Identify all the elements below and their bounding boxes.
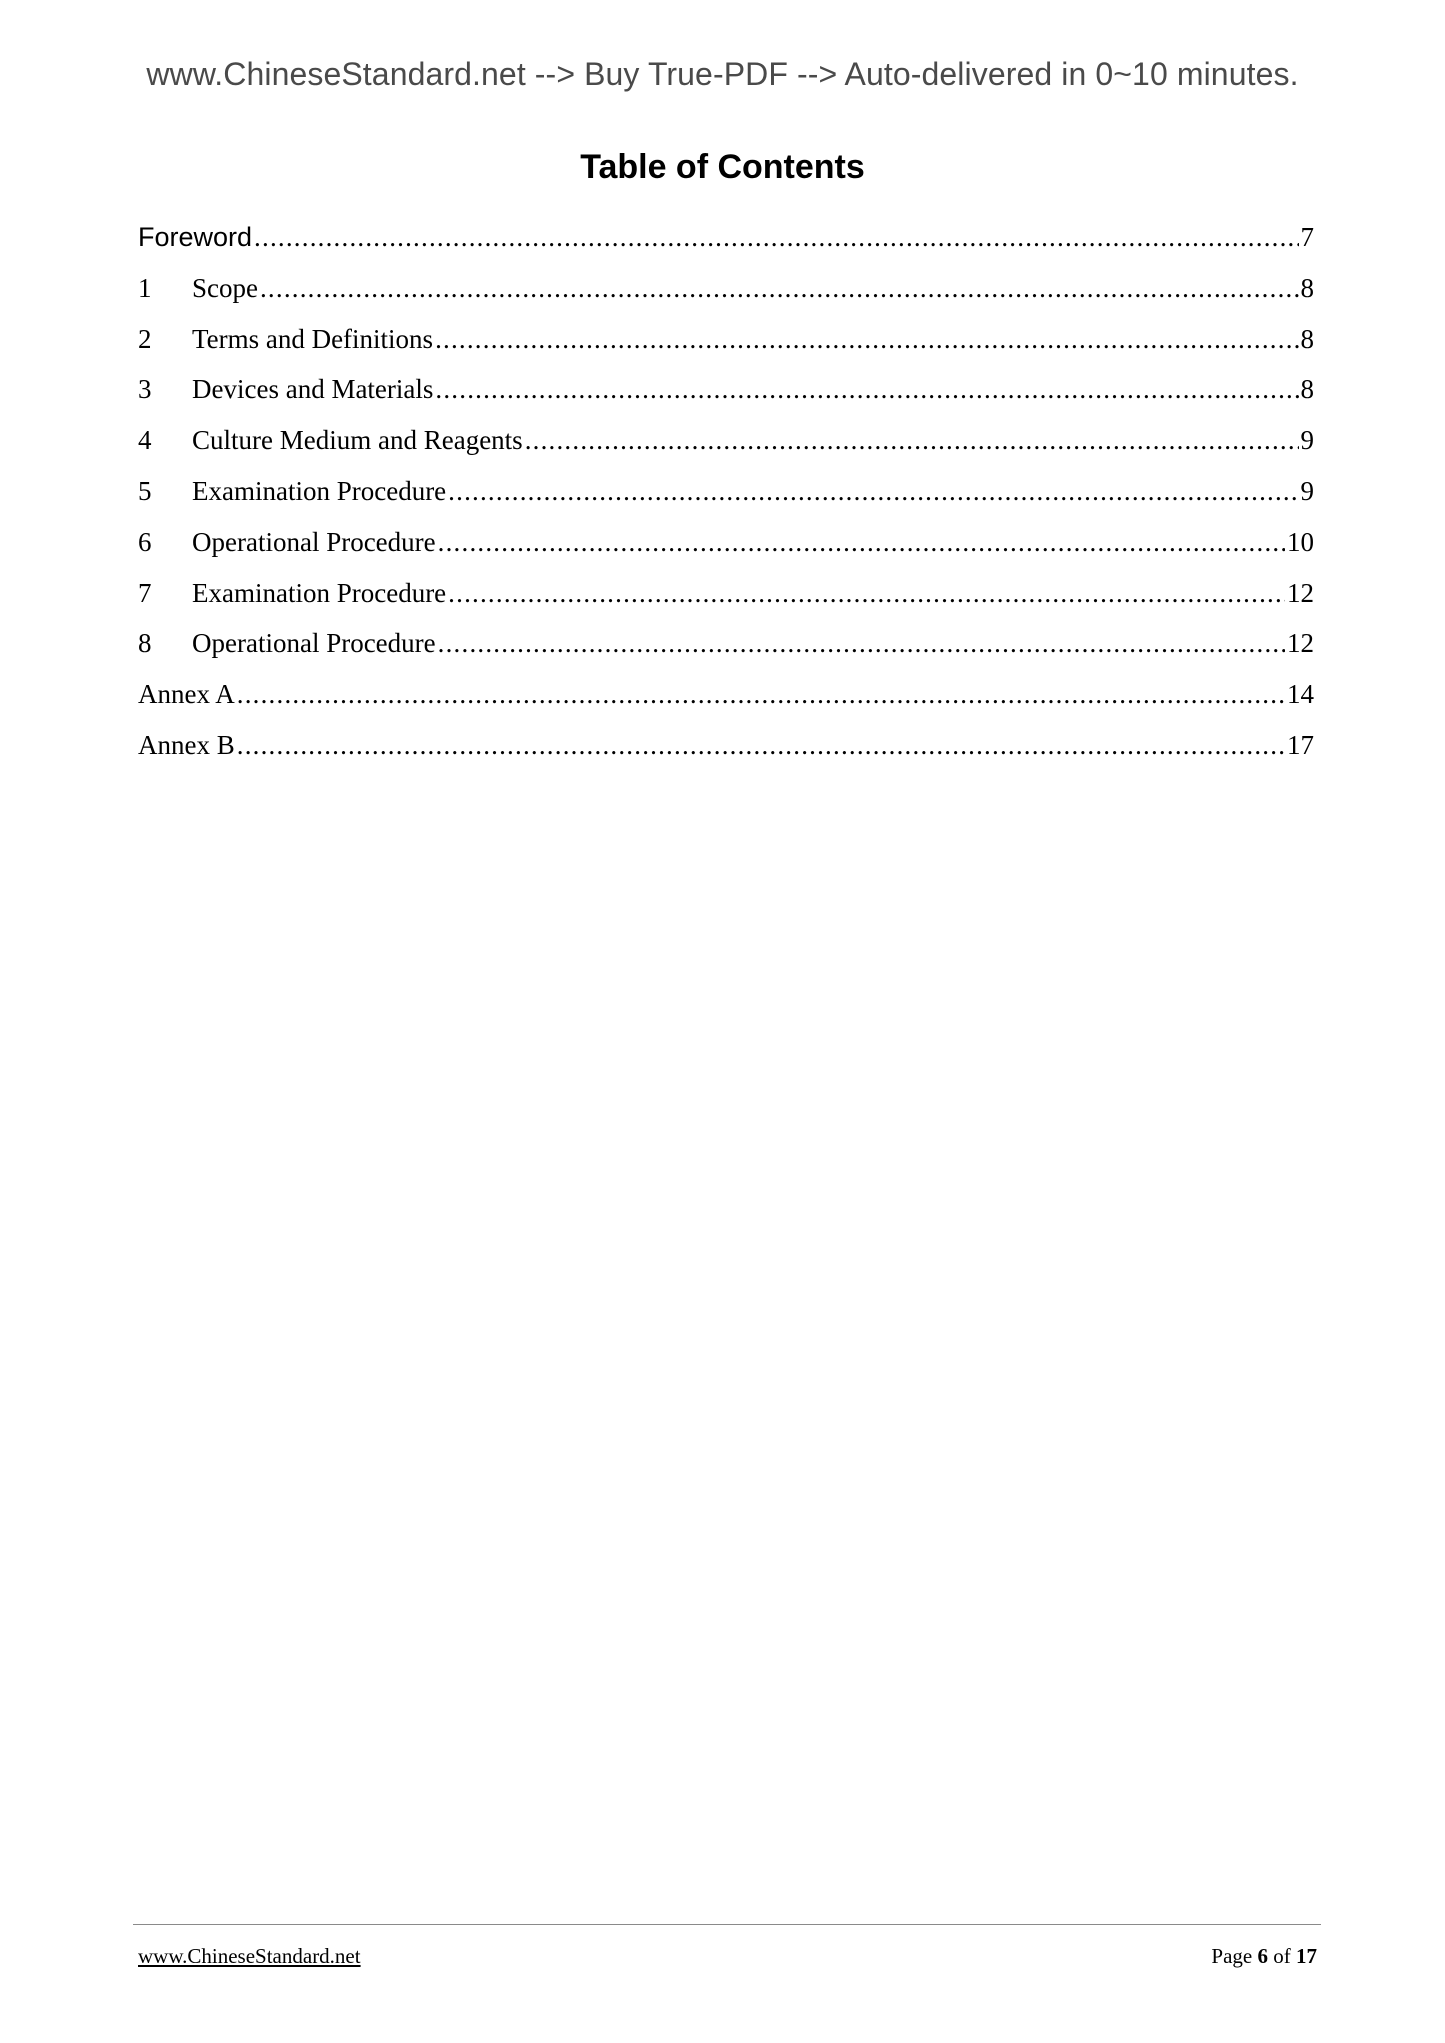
toc-leader-dots (438, 628, 1285, 659)
toc-entry-page: 9 (1300, 475, 1314, 506)
toc-entry-devices-and-materials[interactable] (138, 374, 1314, 425)
toc-entry-number: 1 (138, 272, 152, 303)
footer-site-link[interactable]: www.ChineseStandard.net (138, 1944, 361, 1968)
toc-entry-examination-procedure-5[interactable] (138, 476, 1314, 527)
toc-entry-scope[interactable] (138, 273, 1314, 324)
toc-leader-dots (435, 324, 1298, 355)
toc-entry-page: 17 (1287, 729, 1314, 760)
toc-leader-dots (448, 578, 1285, 609)
toc-entry-label: Operational Procedure (192, 628, 436, 659)
toc-leader-dots (438, 527, 1285, 558)
header-banner: www.ChineseStandard.net --> Buy True-PDF --> Auto-delivered in 0~10 minutes. (146, 56, 1299, 92)
toc-leader-dots (254, 222, 1298, 253)
toc-title: Table of Contents (580, 148, 865, 186)
toc-leader-dots (448, 476, 1298, 507)
footer-page-indicator (1211, 1944, 1317, 1969)
toc-entry-number: 6 (138, 526, 152, 557)
toc-entry-page: 7 (1300, 222, 1314, 252)
toc-entry-label: Annex A (138, 679, 235, 710)
toc-entry-page: 9 (1300, 425, 1314, 456)
toc-entry-page: 10 (1287, 526, 1314, 557)
toc-entry-page: 12 (1287, 628, 1314, 659)
toc-entry-label: Operational Procedure (192, 526, 436, 557)
toc-entry-number: 5 (138, 475, 152, 506)
toc-entry-number: 3 (138, 374, 152, 405)
toc-entry-page: 8 (1300, 323, 1314, 354)
toc-entry-number: 7 (138, 577, 152, 608)
footer-page-prefix: Page (1211, 1944, 1253, 1968)
toc-entry-number: 2 (138, 323, 152, 354)
toc-entry-label: Annex B (138, 729, 235, 760)
toc-entry-label: Examination Procedure (192, 475, 447, 506)
toc-entry-operational-procedure-6[interactable] (138, 527, 1314, 578)
toc-entry-label: Scope (192, 272, 258, 303)
toc-entry-number: 4 (138, 425, 152, 456)
toc-entry-foreword[interactable] (138, 222, 1314, 273)
footer-of-word: of (1273, 1944, 1291, 1968)
toc-entry-operational-procedure-8[interactable] (138, 628, 1314, 679)
toc-entry-page: 12 (1287, 577, 1314, 608)
footer-divider (133, 1924, 1321, 1925)
toc-entry-examination-procedure-7[interactable] (138, 578, 1314, 629)
footer-current-page: 6 (1257, 1944, 1268, 1968)
toc-leader-dots (237, 679, 1285, 710)
footer-total-pages: 17 (1296, 1944, 1317, 1968)
toc-entry-culture-medium-and-reagents[interactable] (138, 425, 1314, 476)
toc-leader-dots (260, 273, 1299, 304)
toc-leader-dots (435, 374, 1298, 405)
toc-entry-page: 8 (1300, 272, 1314, 303)
toc-entry-number: 8 (138, 628, 152, 659)
toc-entry-annex-b[interactable] (138, 730, 1314, 781)
toc-entry-page: 8 (1300, 374, 1314, 405)
toc-entry-annex-a[interactable] (138, 679, 1314, 730)
toc-leader-dots (237, 730, 1285, 761)
toc-entry-page: 14 (1287, 679, 1314, 710)
table-of-contents (138, 222, 1314, 781)
toc-entry-label: Terms and Definitions (192, 323, 434, 354)
toc-entry-label: Foreword (138, 222, 253, 252)
toc-entry-label: Examination Procedure (192, 577, 447, 608)
toc-leader-dots (525, 425, 1299, 456)
toc-entry-label: Devices and Materials (192, 374, 434, 405)
toc-entry-label: Culture Medium and Reagents (192, 425, 523, 456)
toc-entry-terms-and-definitions[interactable] (138, 324, 1314, 375)
